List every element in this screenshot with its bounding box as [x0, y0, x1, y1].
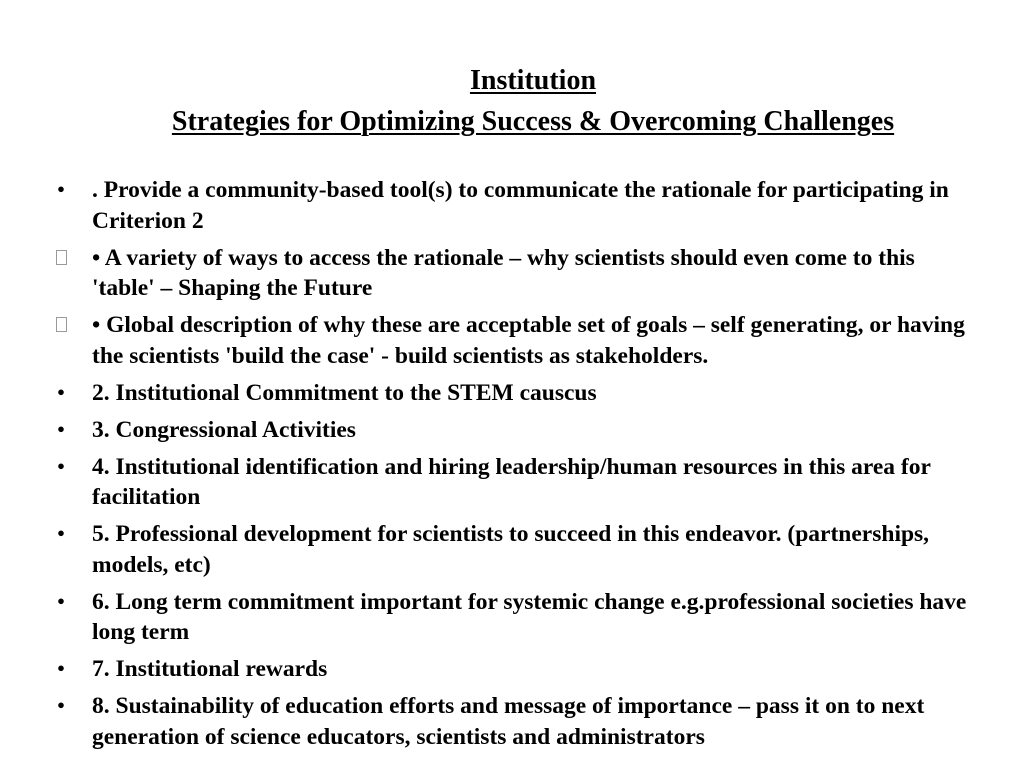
bullet-item-4 [52, 378, 972, 409]
bullet-item-1 [52, 175, 972, 236]
bullet-item-8 [52, 587, 972, 648]
bullet-text: 3. Congressional Activities [92, 416, 356, 443]
bullet-item-6 [52, 452, 972, 513]
bullet-text: 4. Institutional identification and hiring leadership/human resources in this area for facilitation [92, 453, 931, 510]
bullet-dot-icon: • [56, 177, 66, 203]
title-line-institution: Institution [469, 65, 597, 96]
bullet-list [52, 175, 972, 759]
bullet-text: 6. Long term commitment important for systemic change e.g.professional societies have long term [92, 588, 967, 645]
bullet-item-2 [52, 243, 972, 304]
missing-glyph-box-icon [52, 310, 70, 341]
bullet-text: 7. Institutional rewards [92, 656, 328, 682]
bullet-text: • Global description of why these are acceptable set of goals – self generating, or having the scientists 'build the case' - build scientists as stakeholders. [92, 312, 965, 369]
bullet-item-5 [52, 415, 972, 446]
bullet-dot-icon: • [56, 693, 66, 719]
title-line-strategies: Strategies for Optimizing Success & Overcoming Challenges [171, 106, 895, 137]
bullet-item-7 [52, 519, 972, 580]
missing-glyph-box-icon [52, 243, 70, 274]
bullet-dot-icon: • [56, 379, 66, 406]
slide-title [0, 60, 1024, 142]
bullet-dot-icon: • [56, 453, 66, 480]
bullet-dot-icon: • [56, 416, 66, 443]
bullet-text: 5. Professional development for scientists to succeed in this endeavor. (partnerships, models, etc) [92, 521, 930, 578]
bullet-dot-icon: • [56, 521, 66, 547]
bullet-item-3 [52, 310, 972, 371]
bullet-text: . Provide a community-based tool(s) to communicate the rationale for participating in Criterion 2 [92, 177, 949, 234]
bullet-text: 8. Sustainability of education efforts and message of importance – pass it on to next generation of science educators, scientists and administrators [92, 693, 925, 750]
bullet-dot-icon: • [56, 656, 66, 682]
bullet-item-10 [52, 691, 972, 752]
bullet-dot-icon: • [56, 588, 66, 615]
bullet-text: • A variety of ways to access the rationale – why scientists should even come to this 'table' – Shaping the Future [92, 244, 915, 301]
bullet-item-9 [52, 654, 972, 685]
bullet-text: 2. Institutional Commitment to the STEM causcus [92, 379, 597, 406]
